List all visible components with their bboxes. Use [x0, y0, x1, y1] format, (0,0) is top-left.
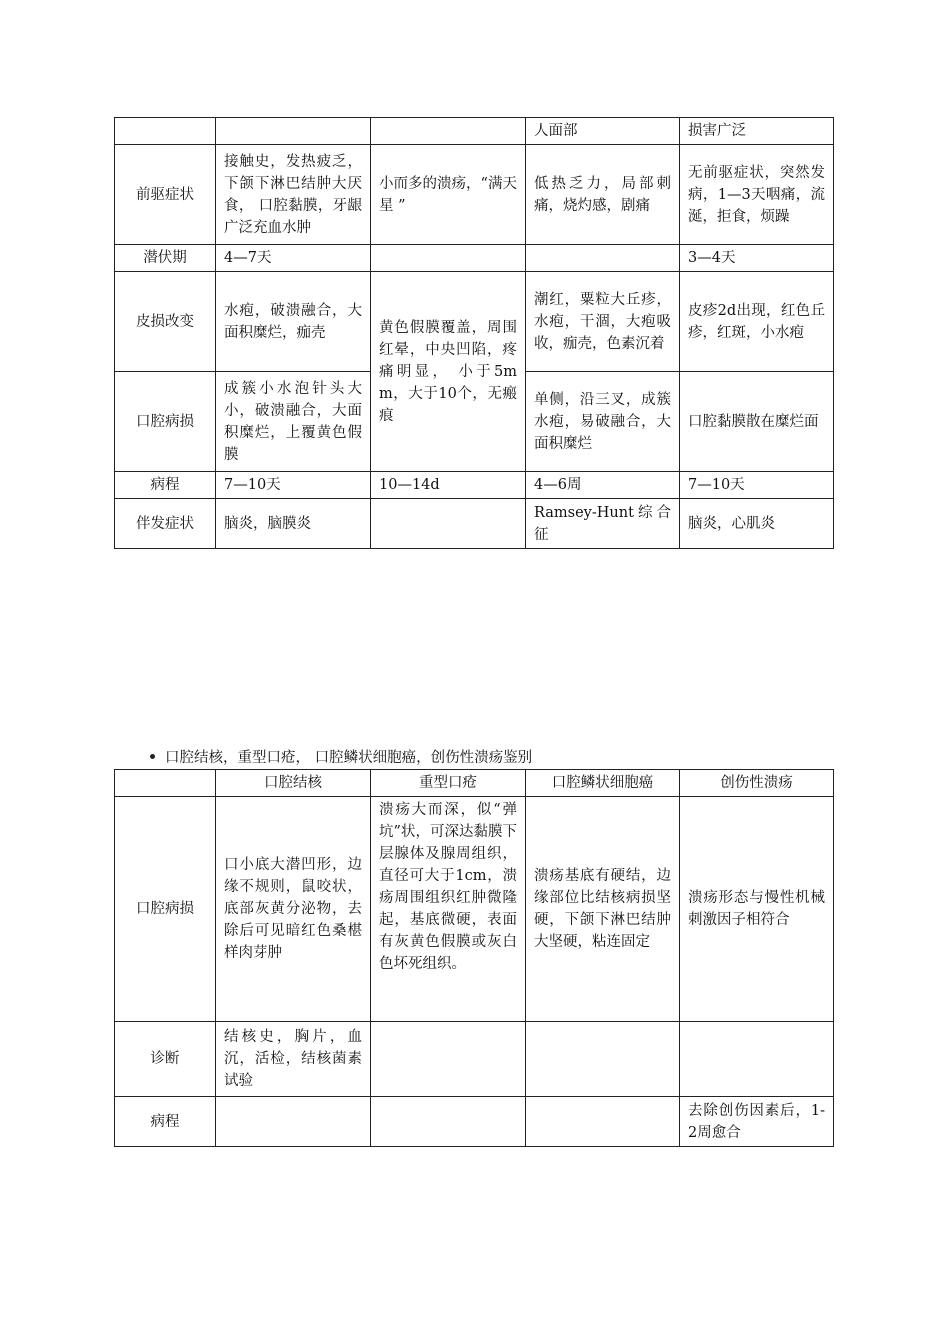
row-label: 皮损改变 [115, 272, 216, 372]
header-cell: 重型口疮 [371, 770, 526, 797]
table-cell: 溃疡形态与慢性机械刺激因子相符合 [680, 797, 834, 1022]
table-cell: Ramsey-Hunt综合征 [526, 499, 680, 549]
table-cell: 7—10天 [680, 472, 834, 499]
header-cell [115, 118, 216, 145]
table-cell: 单侧，沿三叉，成簇水疱，易破融合，大面积糜烂 [526, 372, 680, 472]
table-cell: 脑炎，脑膜炎 [216, 499, 371, 549]
table-cell: 溃疡大而深，似“弹坑”状，可深达黏膜下层腺体及腺周组织， 直径可大于1cm，溃疡周围组织红肿微隆起，基底微硬，表面有灰黄色假膜或灰白色坏死组织。 [371, 797, 526, 1022]
table-cell: 无前驱症状，突然发病，1—3天咽痛，流涎，拒食，烦躁 [680, 145, 834, 245]
caption-text: 口腔结核，重型口疮， 口腔鳞状细胞癌，创伤性溃疡鉴别 [165, 750, 533, 766]
table-row [115, 499, 834, 549]
table-viral-comparison [114, 117, 834, 549]
table-cell: 去除创伤因素后，1-2周愈合 [680, 1097, 834, 1147]
table-header-row [115, 770, 834, 797]
header-cell: 创伤性溃疡 [680, 770, 834, 797]
header-cell: 口腔鳞状细胞癌 [526, 770, 680, 797]
table-caption [150, 748, 532, 768]
table-cell: 皮疹2d出现，红色丘疹，红斑，小水疱 [680, 272, 834, 372]
row-label: 口腔病损 [115, 372, 216, 472]
row-label: 诊断 [115, 1022, 216, 1097]
table-row [115, 1022, 834, 1097]
table-cell: 口小底大潜凹形，边缘不规则，鼠咬状，底部灰黄分泌物，去除后可见暗红色桑椹样肉芽肿 [216, 797, 371, 1022]
table-cell: 成簇小水泡针头大小，破溃融合，大面积糜烂，上覆黄色假膜 [216, 372, 371, 472]
table-row [115, 272, 834, 372]
table-cell [526, 1022, 680, 1097]
row-label: 潜伏期 [115, 245, 216, 272]
table-cell: 4—7天 [216, 245, 371, 272]
row-label: 伴发症状 [115, 499, 216, 549]
table-row [115, 797, 834, 1022]
table-cell [371, 499, 526, 549]
table-cell: 黄色假膜覆盖，周围红晕，中央凹陷，疼痛明显， 小于5mm，大于10个，无瘢痕 [371, 272, 526, 472]
table-header-row [115, 118, 834, 145]
header-cell: 损害广泛 [680, 118, 834, 145]
header-cell: 人面部 [526, 118, 680, 145]
header-cell [115, 770, 216, 797]
header-cell [371, 118, 526, 145]
table-cell [526, 245, 680, 272]
table-cell: 低热乏力，局部刺痛，烧灼感，剧痛 [526, 145, 680, 245]
table-row [115, 145, 834, 245]
row-label: 病程 [115, 1097, 216, 1147]
row-label: 病程 [115, 472, 216, 499]
table-cell: 脑炎，心肌炎 [680, 499, 834, 549]
table-cell [371, 1097, 526, 1147]
table-cell [371, 1022, 526, 1097]
table-cell: 7—10天 [216, 472, 371, 499]
table-row [115, 1097, 834, 1147]
header-cell [216, 118, 371, 145]
bullet-icon [150, 754, 155, 759]
table-cell: 10—14d [371, 472, 526, 499]
row-label: 口腔病损 [115, 797, 216, 1022]
table-row [115, 472, 834, 499]
table-row [115, 245, 834, 272]
table-cell: 潮红，粟粒大丘疹，水疱，干涸，大疱吸收，痂壳，色素沉着 [526, 272, 680, 372]
table-cell: 4—6周 [526, 472, 680, 499]
table-cell: 3—4天 [680, 245, 834, 272]
table-cell: 接触史，发热疲乏，下颌下淋巴结肿大厌食， 口腔黏膜，牙龈广泛充血水肿 [216, 145, 371, 245]
table-cell [216, 1097, 371, 1147]
table-cell: 小而多的溃疡，“满天星 ” [371, 145, 526, 245]
header-cell: 口腔结核 [216, 770, 371, 797]
table-cell: 水疱，破溃融合，大面积糜烂，痂壳 [216, 272, 371, 372]
table-cell: 溃疡基底有硬结，边缘部位比结核病损坚硬，下颌下淋巴结肿大坚硬，粘连固定 [526, 797, 680, 1022]
table-cell: 结核史，胸片，血沉，活检，结核菌素试验 [216, 1022, 371, 1097]
table-cell: 口腔黏膜散在糜烂面 [680, 372, 834, 472]
table-cell [680, 1022, 834, 1097]
table-cell [371, 245, 526, 272]
row-label: 前驱症状 [115, 145, 216, 245]
table-ulcer-comparison [114, 769, 834, 1147]
table-cell [526, 1097, 680, 1147]
